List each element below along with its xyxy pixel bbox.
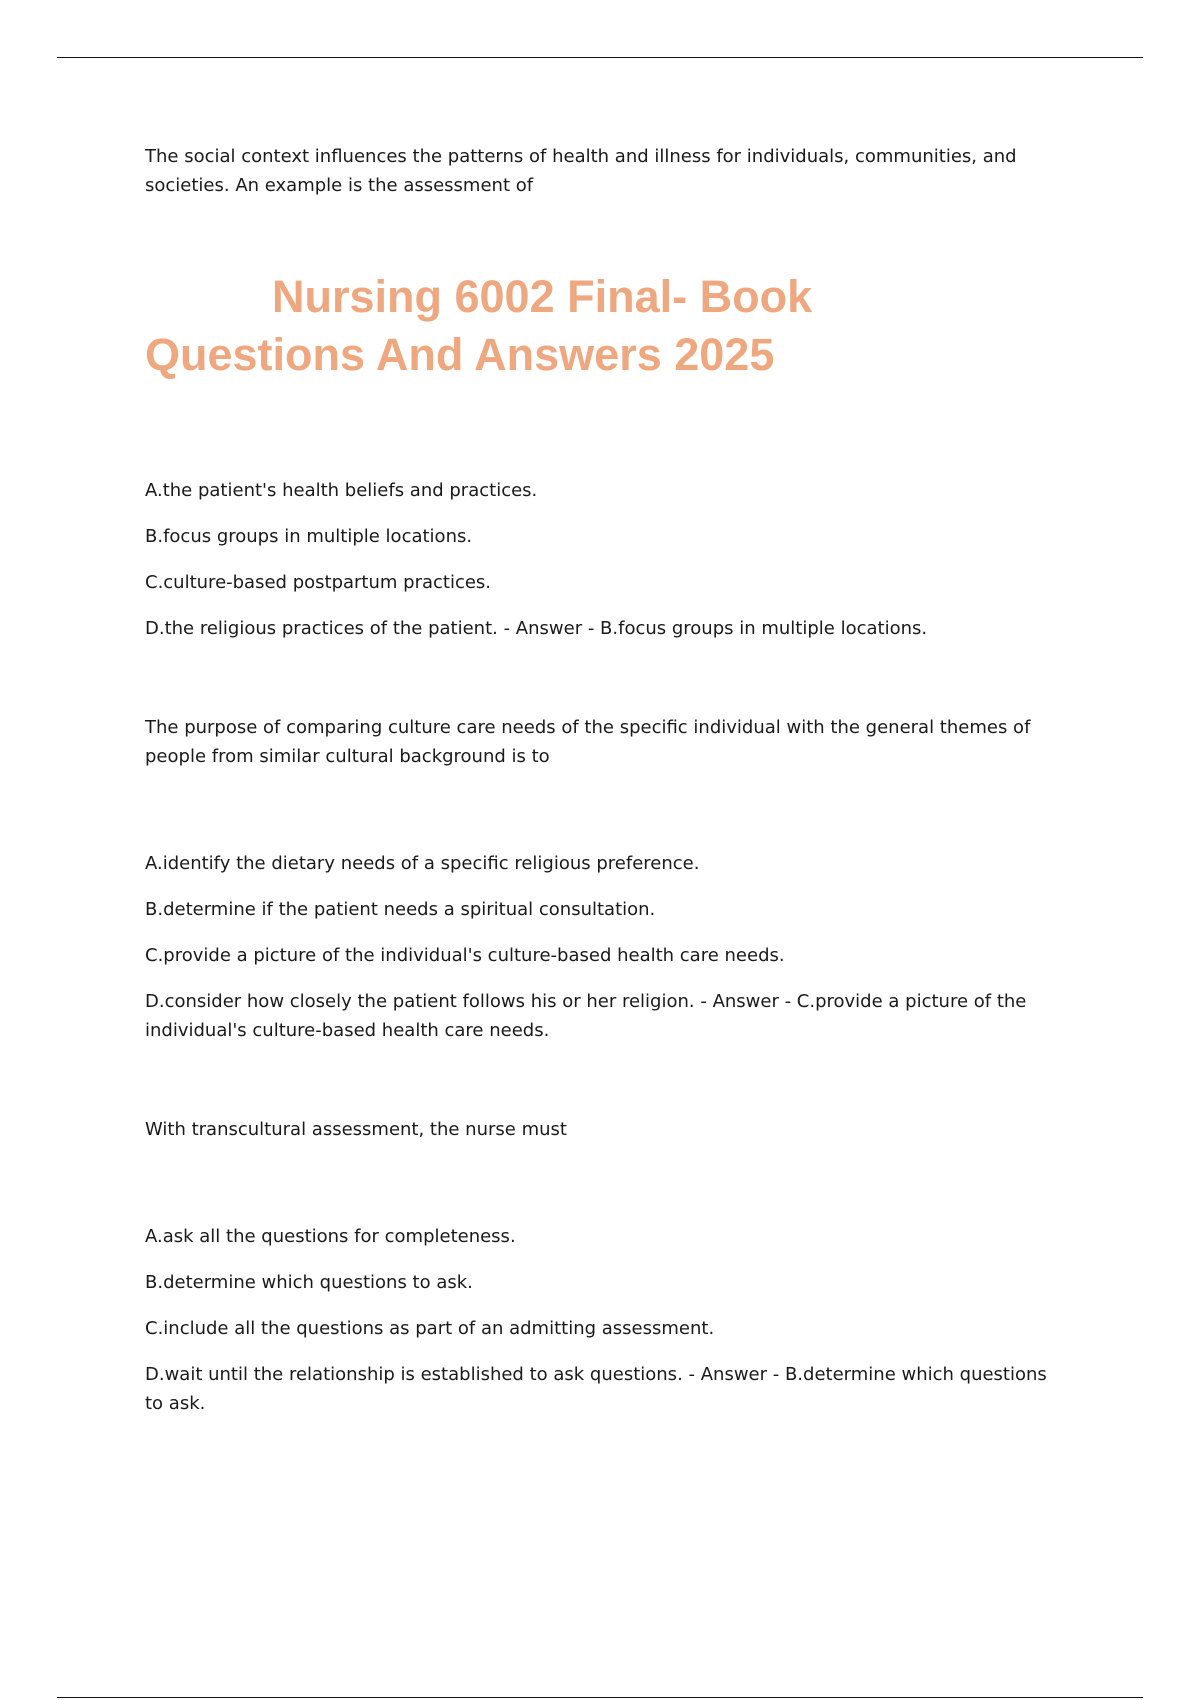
question-block-1 [145, 142, 1065, 200]
option-1c: C.culture-based postpartum practices. [145, 572, 492, 593]
answer-options-1 [145, 476, 1065, 643]
question-block-2 [145, 713, 1065, 1045]
document-body [145, 142, 1065, 1418]
option-1b: B.focus groups in multiple locations. [145, 526, 473, 547]
question-prompt-1: The social context influences the patterns of health and illness for individuals, communities, and societies. An example is the assessment of [145, 146, 1017, 196]
option-2c: C.provide a picture of the individual's culture-based health care needs. [145, 945, 785, 966]
option-3b: B.determine which questions to ask. [145, 1272, 473, 1293]
option-3d-with-answer: D.wait until the relationship is established to ask questions. - Answer - B.determine which questions to ask. [145, 1364, 1047, 1414]
option-3c: C.include all the questions as part of an admitting assessment. [145, 1318, 715, 1339]
question-block-3 [145, 1115, 1065, 1418]
question-prompt-2: The purpose of comparing culture care needs of the specific individual with the general themes of people from similar cultural background is to [145, 717, 1031, 767]
answer-options-2 [145, 849, 1065, 1045]
option-1d-with-answer: D.the religious practices of the patient. - Answer - B.focus groups in multiple locations. [145, 618, 928, 639]
bottom-rule [57, 1697, 1143, 1698]
option-2a: A.identify the dietary needs of a specific religious preference. [145, 853, 700, 874]
question-prompt-3: With transcultural assessment, the nurse must [145, 1119, 567, 1140]
answer-options-3 [145, 1222, 1065, 1418]
option-2b: B.determine if the patient needs a spiritual consultation. [145, 899, 656, 920]
top-rule [57, 57, 1143, 58]
option-3a: A.ask all the questions for completeness. [145, 1226, 516, 1247]
option-1a: A.the patient's health beliefs and practices. [145, 480, 538, 501]
document-title: Nursing 6002 Final- Book Questions And Answers 2025 [145, 271, 813, 380]
option-2d-with-answer: D.consider how closely the patient follows his or her religion. - Answer - C.provide a picture of the individual's culture-based health care needs. [145, 991, 1027, 1041]
